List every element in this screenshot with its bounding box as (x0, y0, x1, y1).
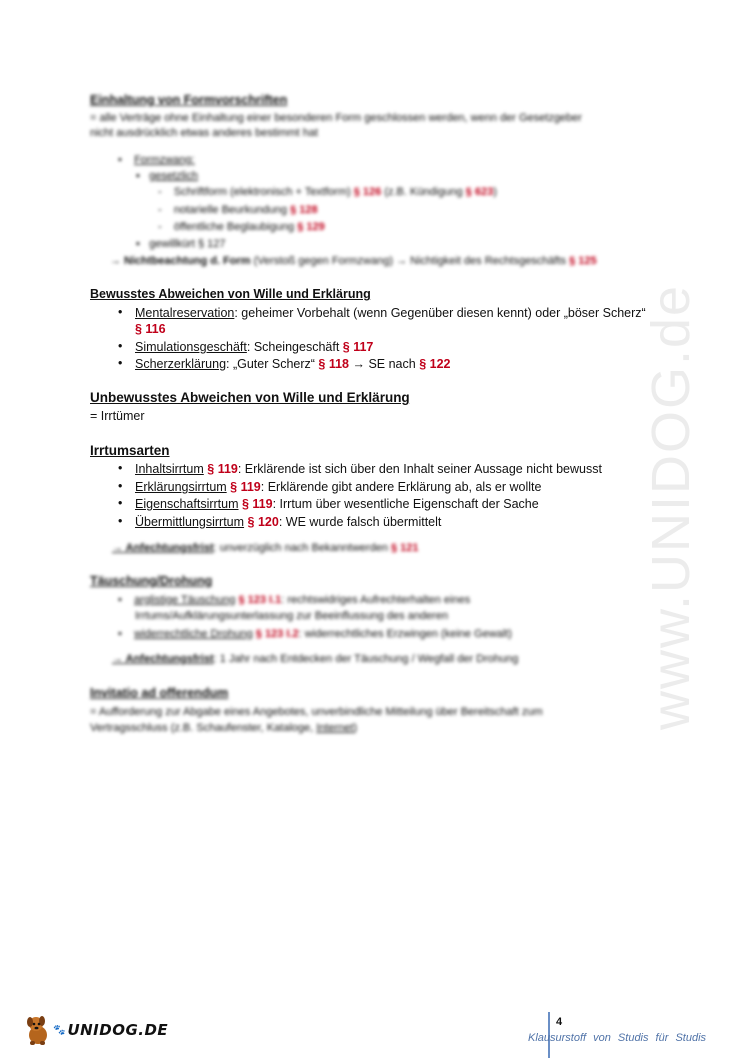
taeuschung-heading: Täuschung/Drohung (90, 574, 213, 588)
erklaerungsirrtum-text: : Erklärende gibt andere Erklärung ab, als er wollte (260, 480, 542, 494)
nichtbeachtung-label: → Nichtbeachtung d. Form (110, 255, 251, 267)
bullet-icon: • (118, 305, 123, 319)
invitatio-text: Vertragsschluss (z.B. Schaufenster, Kataloge, (90, 722, 317, 734)
bewusst-heading: Bewusstes Abweichen von Wille und Erklärung (90, 287, 371, 301)
erklaerungsirrtum-ref: § 119 (230, 480, 261, 494)
anfechtungsfrist-text: : unverzüglich nach Bekanntwerden (213, 542, 388, 554)
bullet-icon: • (118, 479, 123, 493)
list-item (135, 514, 441, 530)
formzwang-label: Formzwang: (134, 154, 195, 166)
anfechtungsfrist2-text: : 1 Jahr nach Entdecken der Täuschung / Wegfall der Drohung (213, 653, 519, 665)
invitatio-heading: Invitatio ad offerendum (90, 686, 229, 700)
drohung-ref: § 123 I.2 (255, 628, 299, 640)
notariell-text: notarielle Beurkundung (173, 204, 288, 216)
list-item (135, 305, 646, 321)
simulation-term: Simulationsgeschäft (135, 340, 247, 354)
paw-icon: 🐾 (53, 1024, 66, 1036)
schriftform-note: (z.B. Kündigung (384, 186, 463, 198)
inhaltsirrtum-term: Inhaltsirrtum (135, 462, 204, 476)
irrtum-heading: Irrtumsarten (90, 443, 170, 458)
inhaltsirrtum-ref: § 119 (207, 462, 238, 476)
scherz-ref2: § 122 (419, 357, 451, 371)
invitatio-internet: Internet (316, 722, 354, 734)
watermark: www.UNIDOG.de (641, 283, 701, 730)
list-item: - öffentliche Beglaubigung § 129 (158, 221, 325, 233)
footer-tagline: Klausurstoff von Studis für Studis (528, 1032, 707, 1044)
erklaerungsirrtum-term: Erklärungsirrtum (135, 480, 227, 494)
list-item (135, 461, 602, 477)
mentalreservation-text: : geheimer Vorbehalt (wenn Gegenüber diesen kennt) oder „böser Scherz“ (234, 306, 646, 320)
list-item (135, 479, 541, 495)
mentalreservation-term: Mentalreservation (135, 306, 235, 320)
bullet-icon: • (118, 339, 123, 353)
schriftform-close: ) (493, 186, 497, 198)
unbewusst-text: = Irrtümer (90, 409, 145, 423)
list-item: • arglistige Täuschung § 123 I.1: rechtswidriges Aufrechterhalten eines (118, 594, 471, 606)
unidog-logo (22, 1012, 168, 1048)
uebermittlungsirrtum-text: : WE wurde falsch übermittelt (278, 515, 442, 529)
list-item: ▪ gesetzlich (136, 170, 198, 182)
list-item: • Formzwang: (118, 154, 195, 166)
anfechtungsfrist2-label: → Anfechtungsfrist (112, 653, 214, 665)
list-item: ▪ gewillkürt § 127 (136, 238, 226, 250)
list-item-continuation: Irrtums/Aufklärungsunterlassung zur Beeinflussung des anderen (135, 610, 449, 622)
page-number: 4 (556, 1016, 563, 1028)
anfechtungsfrist-label: → Anfechtungsfrist (112, 542, 214, 554)
invitatio-line-2 (90, 720, 357, 736)
arglist-text: : rechtswidriges Aufrechterhalten eines (281, 594, 471, 606)
simulation-ref: § 117 (342, 340, 374, 354)
intro-line-2: nicht ausdrücklich etwas anderes bestimmt hat (90, 127, 319, 139)
list-item (135, 356, 450, 372)
scherz-tail: → SE nach (349, 357, 420, 371)
list-item: - notarielle Beurkundung § 128 (158, 204, 318, 216)
nichtbeachtung-line (110, 253, 597, 269)
list-item (135, 339, 373, 355)
schriftform-note-ref: § 623 (465, 186, 494, 198)
intro-line-1: = alle Verträge ohne Einhaltung einer besonderen Form geschlossen werden, wenn der Gesetzgeber (90, 112, 582, 124)
inhaltsirrtum-text: : Erklärende ist sich über den Inhalt seiner Aussage nicht bewusst (237, 462, 602, 476)
eigenschaftsirrtum-text: : Irrtum über wesentliche Eigenschaft der Sache (272, 497, 539, 511)
nichtbeachtung-ref: § 125 (569, 255, 597, 267)
list-item: • widerrechtliche Drohung § 123 I.2: widerrechtliches Erzwingen (keine Gewalt) (118, 628, 512, 640)
bullet-icon: • (118, 356, 123, 370)
scherz-text: : „Guter Scherz“ (226, 357, 319, 371)
notariell-ref: § 128 (290, 204, 318, 216)
arglist-ref: § 123 I.1 (238, 594, 282, 606)
mentalreservation-ref: § 116 (135, 322, 166, 336)
oeffentlich-text: öffentliche Beglaubigung (173, 221, 295, 233)
invitatio-close: ) (353, 722, 358, 734)
bullet-icon: • (118, 496, 123, 510)
anfechtungsfrist-line-1 (112, 540, 419, 556)
eigenschaftsirrtum-ref: § 119 (242, 497, 273, 511)
schriftform-text: Schriftform (elektronisch + Textform) (173, 186, 351, 198)
logo-text: UNIDOG.DE (67, 1021, 169, 1039)
gewillkuert-text: gewillkürt § 127 (149, 238, 226, 250)
anfechtungsfrist-line-2 (112, 651, 518, 667)
drohung-text: : widerrechtliches Erzwingen (keine Gewalt) (298, 628, 512, 640)
drohung-term: widerrechtliche Drohung (134, 628, 253, 640)
bullet-icon: • (118, 514, 123, 528)
list-item-continuation (135, 321, 166, 337)
scherz-ref: § 118 (318, 357, 349, 371)
schriftform-ref: § 126 (353, 186, 382, 198)
scherz-term: Scherzerklärung (135, 357, 227, 371)
dog-mascot-icon (22, 1013, 52, 1047)
nichtbeachtung-text: (Verstoß gegen Formzwang) → Nichtigkeit des Rechtsgeschäfts (253, 255, 567, 267)
oeffentlich-ref: § 129 (297, 221, 325, 233)
arglist-term: arglistige Täuschung (134, 594, 236, 606)
list-item: - Schriftform (elektronisch + Textform) § 126 (z.B. Kündigung § 623) (158, 186, 497, 198)
gesetzlich-label: gesetzlich (149, 170, 198, 182)
uebermittlungsirrtum-ref: § 120 (247, 515, 279, 529)
simulation-text: : Scheingeschäft (246, 340, 343, 354)
list-item (135, 496, 539, 512)
unbewusst-heading: Unbewusstes Abweichen von Wille und Erklärung (90, 390, 410, 405)
invitatio-line-1: = Aufforderung zur Abgabe eines Angebotes, unverbindliche Mitteilung über Bereitschaft zum (90, 706, 543, 718)
anfechtungsfrist-ref: § 121 (391, 542, 419, 554)
uebermittlungsirrtum-term: Übermittlungsirrtum (135, 515, 245, 529)
eigenschaftsirrtum-term: Eigenschaftsirrtum (135, 497, 239, 511)
formvorschriften-heading: Einhaltung von Formvorschriften (90, 93, 288, 107)
bullet-icon: • (118, 461, 123, 475)
